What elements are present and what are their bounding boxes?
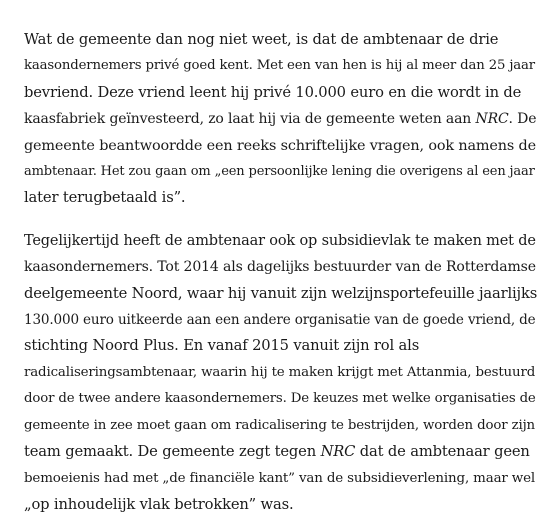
text-line: bemoeienis had met „de financiële kant” van de subsidieverlening, maar wel: [24, 470, 536, 486]
text-run: team gemaakt. De gemeente zegt tegen: [24, 443, 321, 461]
text-line: radicaliseringsambtenaar, waarin hij te maken krijgt met Attanmia, bestuurd: [24, 364, 536, 380]
text-line: gemeente beantwoordde een reeks schriftelijke vragen, ook namens de: [24, 137, 536, 154]
text-line: bevriend. Deze vriend leent hij privé 10.000 euro en die wordt in de: [24, 83, 522, 101]
text-run: kaasfabriek geïnvesteerd, zo laat hij via de gemeente weten aan: [24, 111, 476, 128]
publication-name: NRC: [475, 111, 509, 128]
text-line: stichting Noord Plus. En vanaf 2015 vanuit zijn rol als: [24, 337, 420, 355]
text-run: . De: [508, 111, 537, 128]
text-line: [24, 106, 539, 132]
text-line: [24, 439, 539, 465]
paragraph: [24, 27, 539, 212]
text-line: Wat de gemeente dan nog niet weet, is dat de ambtenaar de drie: [24, 31, 499, 48]
text-run: dat de ambtenaar geen: [355, 443, 530, 461]
text-line: kaasondernemers privé goed kent. Met een van hen is hij al meer dan 25 jaar: [24, 58, 535, 74]
text-line: 130.000 euro uitkeerde aan een andere organisatie van de goede vriend, de: [24, 312, 536, 329]
publication-name: NRC: [320, 443, 356, 461]
text-line: deelgemeente Noord, waar hij vanuit zijn welzijnsportefeuille jaarlijks: [24, 284, 538, 302]
text-line: ambtenaar. Het zou gaan om „een persoonlijke lening die overigens al een jaar: [24, 164, 535, 180]
text-line: later terugbetaald is”.: [24, 189, 186, 207]
paragraph: [24, 228, 539, 518]
text-line: kaasondernemers. Tot 2014 als dagelijks bestuurder van de Rotterdamse: [24, 259, 536, 276]
text-line: „op inhoudelijk vlak betrokken” was.: [24, 495, 294, 513]
text-line: door de twee andere kaasondernemers. De keuzes met welke organisaties de: [24, 391, 536, 407]
article-body: [24, 27, 539, 518]
text-line: Tegelijkertijd heeft de ambtenaar ook op subsidievlak te maken met de: [24, 232, 536, 249]
text-line: gemeente in zee moet gaan om radicalisering te bestrijden, worden door zijn: [24, 417, 535, 433]
